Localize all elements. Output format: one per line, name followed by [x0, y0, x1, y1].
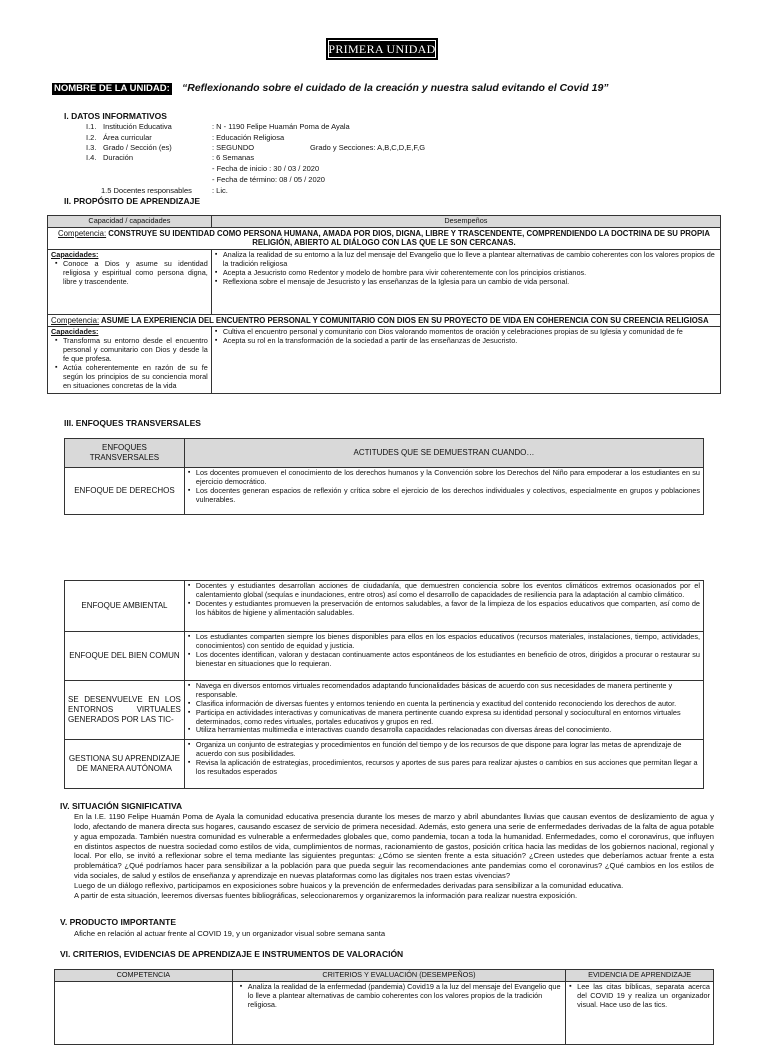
section6-heading: VI. CRITERIOS, EVIDENCIAS DE APRENDIZAJE E INSTRUMENTOS DE VALORACIÓN — [60, 949, 404, 959]
docentes-value: : Lic. — [212, 186, 228, 195]
info-num: I.3. — [86, 143, 97, 152]
producto-text: Afiche en relación al actuar frente al COVID 19, y un organizador visual sobre semana santa — [74, 929, 386, 938]
info-value: : N - 1190 Felipe Huamán Poma de Ayala — [212, 122, 350, 131]
actitud-item: ▪ Docentes y estudiantes promueven la preservación de entornos saludables, a favor de la limpieza de los espacios educativos que comparten, así como de los hábitos de higiene y alimentación saludables. — [196, 600, 700, 618]
desempeno-item: ▪ Reflexiona sobre el mensaje de Jesucristo y las enseñanzas de la Iglesia para un cambio de vida personal. — [223, 278, 717, 287]
desempenos-1 — [211, 249, 720, 314]
grado-secciones: Grado y Secciones: A,B,C,D,E,F,G — [310, 143, 426, 152]
col-evidencia: EVIDENCIA DE APRENDIZAJE — [566, 970, 714, 982]
col-competencia: COMPETENCIA — [55, 970, 233, 982]
enfoque-derechos: ENFOQUE DE DERECHOS — [65, 468, 185, 515]
capacidad-item: ▪ Transforma su entorno desde el encuentro personal y comunitario con Dios y desde la fe que profesa. — [63, 337, 208, 364]
capacidades-label: Capacidades: — [51, 249, 99, 259]
competencia-text: ASUME LA EXPERIENCIA DEL ENCUENTRO PERSONAL Y COMUNITARIO CON DIOS EN SU PROYECTO DE VIDA EN COHERENCIA CON SU CREENCIA RELIGIOSA — [99, 315, 709, 325]
info-num: I.4. — [86, 153, 97, 162]
criterio-cell — [232, 981, 565, 1044]
competencia-label: Competencia: — [58, 228, 107, 238]
desempeno-item: ▪ Acepta su rol en la transformación de la sociedad a partir de las enseñanzas de Jesucristo. — [223, 337, 717, 346]
desempeno-item: ▪ Acepta a Jesucristo como Redentor y modelo de hombre para vivir coherentemente con los principios cristianos. — [223, 269, 717, 278]
evidencia-cell — [566, 981, 714, 1044]
bien-actitudes — [184, 632, 703, 681]
fecha-termino: - Fecha de término: 08 / 05 / 2020 — [212, 175, 325, 184]
capacidades-2 — [48, 327, 212, 394]
actitud-item: ▪ Los docentes generan espacios de reflexión y crítica sobre el ejercicio de los derechos individuales y colectivos, especialmente en grupos y poblaciones vulnerables. — [196, 487, 700, 505]
enfoque-ambiental: ENFOQUE AMBIENTAL — [65, 581, 185, 632]
actitud-item: ▪ Utiliza herramientas multimedia e interactivas cuando desarrolla capacidades relacionadas con diversas áreas del conocimiento. — [196, 726, 700, 735]
situacion-text — [74, 812, 714, 901]
info-label: Institución Educativa — [103, 122, 172, 131]
col-desempenos: Desempeños — [211, 216, 720, 228]
actitud-item: ▪ Clasifica información de diversas fuentes y entornos teniendo en cuenta la pertinencia y exactitud del contenido reconociendo los derechos de autor. — [196, 700, 700, 709]
competencia-label: Competencia: — [51, 315, 100, 325]
capacidad-item: ▪ Actúa coherentemente en razón de su fe según los principios de su conciencia moral en situaciones concretas de la vida — [63, 364, 208, 391]
unit-label: NOMBRE DE LA UNIDAD: — [54, 83, 170, 94]
fecha-inicio: - Fecha de inicio : 30 / 03 / 2020 — [212, 164, 320, 173]
competencia-cell — [55, 981, 233, 1044]
capacidades-1 — [48, 249, 212, 314]
situacion-paragraph: En la I.E. 1190 Felipe Huamán Poma de Ayala la comunidad educativa presencia durante los meses de marzo y abril abundantes lluvias que causan eventos de deslizamiento de agua y lodo, afectando de manera directa sus hogares, causando escasez de servicio de primera necesidad. Además, esto genera una serie de enfermedades derivadas de la falta de agua potable y agua empozada. También nuestra comunidad es vulnerable a enfermedades globales que, como pandemia, tocan a toda la humanidad. Enfermedades, como el coronavirus, que influyen en distintos aspectos de nuestra sociedad como estilos de vida, cumplimientos de normas, racionamiento de gastos, posición crítica hacia las medidas de los gobiernos nacional, regional y local. Por ello, se invitó a reflexionar sobre el tema mediante las siguientes preguntas: ¿Cómo se sienten frente a esta situación? ¿Creen ustedes que deberíamos actuar frente a esta problemática? ¿Qué podríamos hacer para sensibilizar a la población para que pueda seguir las recomendaciones ante pandemias como el coronavirus? ¿Qué cambios en los estilos de vida sociales, de salud y estilos de enseñanza y aprendizaje en nuevas plataformas como las digitales nos traen estas vivencias? — [74, 812, 714, 881]
proposito-table — [47, 215, 721, 394]
col-actitudes: ACTITUDES QUE SE DEMUESTRAN CUANDO… — [184, 439, 703, 468]
actitud-item: ▪ Los estudiantes comparten siempre los bienes disponibles para ellos en los espacios educativos (recursos materiales, instalaciones, tiempo, actividades, conocimientos) con sentido de equidad y justicia. — [196, 633, 700, 651]
section5-heading: V. PRODUCTO IMPORTANTE — [60, 917, 177, 927]
competencia-1 — [48, 227, 721, 249]
section4-heading: IV. SITUACIÓN SIGNIFICATIVA — [60, 801, 183, 811]
situacion-paragraph: Luego de un diálogo reflexivo, participamos en exposiciones sobre huaicos y la prevención de enfermedades derivadas para sensibilizar a la comunidad educativa. — [74, 881, 624, 891]
actitud-item: ▪ Los docentes identifican, valoran y destacan continuamente actos espontáneos de los estudiantes en beneficio de otros, dirigidos a procurar o restaurar su bienestar en situaciones que lo requieran. — [196, 651, 700, 669]
derechos-actitudes — [184, 468, 703, 515]
info-label: Área curricular — [103, 133, 152, 142]
enfoque-tic: SE DESENVUELVE EN LOS ENTORNOS VIRTUALES GENERADOS POR LAS TIC- — [65, 681, 185, 740]
actitud-item: ▪ Revisa la aplicación de estrategias, procedimientos, recursos y aportes de sus pares para realizar ajustes o cambios en sus acciones que permitan llegar a los resultados esperados — [196, 759, 700, 777]
capacidades-label: Capacidades: — [51, 327, 99, 337]
section1-heading: I. DATOS INFORMATIVOS — [64, 111, 167, 121]
info-label: Duración — [103, 153, 134, 162]
desempeno-item: ▪ Analiza la realidad de su entorno a la luz del mensaje del Evangelio que lo lleve a plantear alternativas de cambio coherentes con los valores propios de la tradición religiosa — [223, 251, 717, 269]
actitud-item: ▪ Navega en diversos entornos virtuales recomendados adaptando funcionalidades básicas de acuerdo con sus necesidades de manera pertinente y responsable. — [196, 682, 700, 700]
competencia-2 — [48, 314, 721, 327]
enfoques-table-1 — [64, 438, 704, 515]
info-value: : SEGUNDO — [212, 143, 255, 152]
enfoques-table-2 — [64, 580, 704, 789]
actitud-item: ▪ Docentes y estudiantes desarrollan acciones de ciudadanía, que demuestren conciencia sobre los eventos climáticos extremos ocasionados por el calentamiento global (sequías e inundaciones, entre otros) así como el desarrollo de capacidades de resiliencia para la adaptación al cambio climático. — [196, 582, 700, 600]
competencia-text: CONSTRUYE SU IDENTIDAD COMO PERSONA HUMANA, AMADA POR DIOS, DIGNA, LIBRE Y TRASCENDENTE, COMPRENDIENDO LA DOCTRINA DE SU PROPIA RELIGIÓN, ABIERTO AL DIÁLOGO CON LAS QUE LE SON CERCANAS. — [106, 228, 710, 248]
capacidad-item: ▪ Conoce a Dios y asume su identidad religiosa y espiritual como persona digna, libre y trascendente. — [63, 260, 208, 287]
evidencia-item: ▪ Lee las citas bíblicas, separata acerca del COVID 19 y realiza un organizador visual. Hace uso de las tics. — [577, 983, 710, 1010]
criterios-table — [54, 969, 714, 1045]
enfoque-gestiona: GESTIONA SU APRENDIZAJE DE MANERA AUTÓNOMA — [65, 740, 185, 789]
enfoque-bien-comun: ENFOQUE DEL BIEN COMUN — [65, 632, 185, 681]
desempenos-2 — [211, 327, 720, 394]
ambiental-actitudes — [184, 581, 703, 632]
info-num: I.1. — [86, 122, 97, 131]
unit-name: “Reflexionando sobre el cuidado de la creación y nuestra salud evitando el Covid 19” — [182, 82, 609, 94]
actitud-item: ▪ Los docentes promueven el conocimiento de los derechos humanos y la Convención sobre los Derechos del Niño para empoderar a los estudiantes en su ejercicio democrático. — [196, 469, 700, 487]
info-value: : 6 Semanas — [212, 153, 255, 162]
section3-heading: III. ENFOQUES TRANSVERSALES — [64, 418, 201, 428]
info-value: : Educación Religiosa — [212, 133, 285, 142]
gestiona-actitudes — [184, 740, 703, 789]
info-num: I.2. — [86, 133, 97, 142]
actitud-item: ▪ Organiza un conjunto de estrategias y procedimientos en función del tiempo y de los recursos de que dispone para lograr las metas de aprendizaje de acuerdo con sus posibilidades. — [196, 741, 700, 759]
criterio-item: ▪ Analiza la realidad de la enfermedad (pandemia) Covid19 a la luz del mensaje del Evangelio que lo lleve a plantear alternativas de cambio coherentes con los valores propios de la tradición religiosa. — [248, 983, 562, 1010]
section2-heading: II. PROPÓSITO DE APRENDIZAJE — [64, 196, 201, 206]
tic-actitudes — [184, 681, 703, 740]
desempeno-item: ▪ Cultiva el encuentro personal y comunitario con Dios valorando momentos de oración y celebraciones propias de su Iglesia y comunidad de fe — [223, 328, 717, 337]
info-label: Grado / Sección (es) — [103, 143, 172, 152]
situacion-paragraph: A partir de esta situación, leeremos diversas fuentes bibliográficas, seleccionaremos y organizaremos la información para realizar nuestra exposición. — [74, 890, 578, 900]
col-enfoques: ENFOQUES TRANSVERSALES — [65, 439, 185, 468]
col-capacidad: Capacidad / capacidades — [48, 216, 212, 228]
page-title: PRIMERA UNIDAD — [326, 38, 438, 60]
docentes-label: 1.5 Docentes responsables — [101, 186, 192, 195]
unit-row — [52, 83, 752, 97]
actitud-item: ▪ Participa en actividades interactivas y comunicativas de manera pertinente cuando expresa su identidad personal y sociocultural en entornos virtuales determinados, como redes virtuales, portales educativos y grupos en red. — [196, 709, 700, 727]
col-criterios: CRITERIOS Y EVALUACIÓN (DESEMPEÑOS) — [232, 970, 565, 982]
